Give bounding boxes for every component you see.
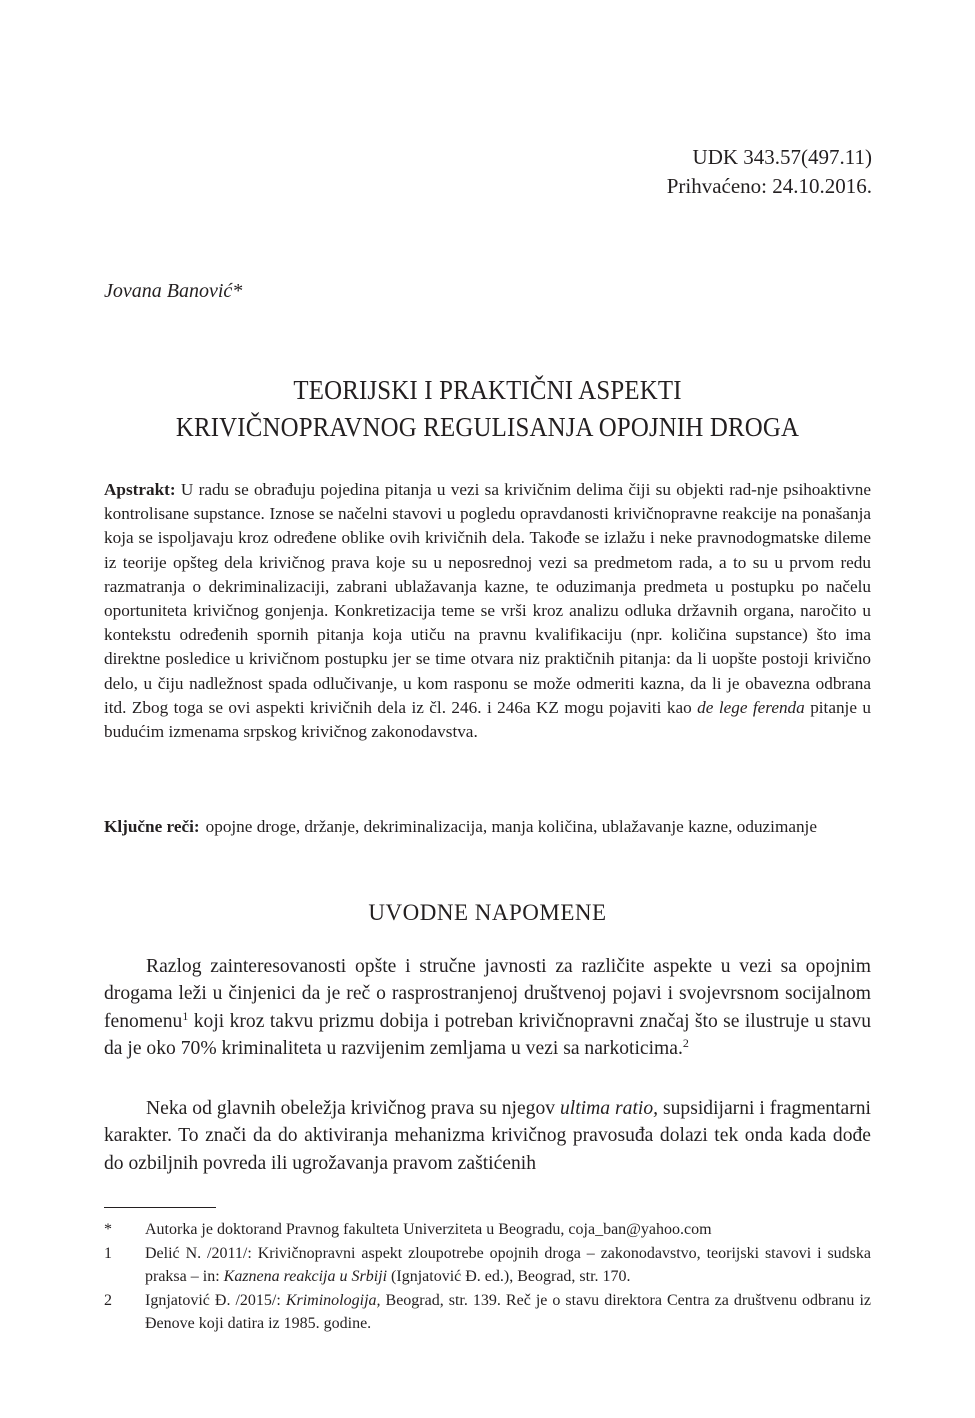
author-footnote-mark: * [232, 280, 243, 302]
paragraph-text: Neka od glavnih obeležja krivičnog prava su njegov [146, 1098, 560, 1119]
footnote-text [145, 1242, 871, 1289]
paragraph-text: koji kroz takvu prizmu dobija i potreban krivičnopravni značaj što se ilustruje u stavu da je oko 70% kriminaliteta u razvijenim zemljama u vezi sa narkoticima. [104, 1010, 871, 1059]
title-line-1: TEORIJSKI I PRAKTIČNI ASPEKTI [293, 375, 682, 405]
footnote-text: Autorka je doktorand Pravnog fakulteta Univerziteta u Beogradu, coja_ban@yahoo.com [145, 1221, 712, 1238]
title-line-2: KRIVIČNOPRAVNOG REGULISANJA OPOJNIH DROGA [175, 412, 800, 442]
body-paragraph-1 [104, 953, 871, 1062]
keywords [104, 815, 871, 839]
footnote-text-part: Beograd, str. 139. Reč je o stavu direktora Centra za društvenu odbranu iz Đenove koji datira iz 1985. godine. [145, 1291, 871, 1332]
footnote-italic-title: Kaznena reakcija u Srbiji [223, 1268, 388, 1285]
abstract-text-1: U radu se obrađuju pojedina pitanja u vezi sa krivičnim delima čiji su objekti rad-nje psihoaktivne kontrolisane supstance. Iznose se načelni stavovi u pogledu opravdanosti krivičnopravne reakcije na ponašanja koja se ispoljavaju kroz određene oblike ovih krivičnih dela. Takođe se izlažu i neke pravnodogmatske dileme iz teorije opšteg dela krivičnog prava koje su u neposrednoj vezi sa predmetom rada, a to su u prvom redu razmatranja o dekriminalizaciji, zabrani ublažavanja kazne, te oduzimanja predmeta u postupku po načelu oportuniteta krivičnog gonjenja. Konkretizacija teme se vrši kroz analizu odluka državnih organa, naročito u kontekstu određenih spornih pitanja koja utiču na pravnu kvalifikaciju (npr. količina supstance) što ima direktne posledice u krivičnom postupku jer se time otvara niz praktičnih pitanja: da li uopšte postoji krivično delo, u čiju nadležnost spada odlučivanje, u kom rasponu se može odmeriti kazna, da li je obavezna odbrana itd. Zbog toga se ovi aspekti krivičnih dela iz čl. 246. i 246a KZ mogu pojaviti kao [104, 480, 871, 717]
footnotes [104, 1218, 871, 1336]
paper-title [135, 372, 841, 446]
udk-code: UDK 343.57(497.11) [692, 145, 872, 169]
abstract-label: Apstrakt: [104, 480, 176, 499]
footnote-1 [104, 1242, 871, 1289]
footnote-text-part: Delić N. /2011/: Krivičnopravni aspekt zloupotrebe opojnih droga – zakonodavstvo, teorijski stavovi i sudska praksa – in: [145, 1244, 871, 1285]
footnote-ref-2[interactable]: 2 [682, 1035, 689, 1050]
abstract-text-2: pitanje u budućim izmenama srpskog krivičnog zakonodavstva. [104, 697, 871, 742]
keywords-text: opojne droge, držanje, dekriminalizacija, manja količina, ublažavanje kazne, oduzimanje [205, 817, 817, 836]
footnote-2 [104, 1289, 871, 1336]
footnote-author [104, 1218, 871, 1242]
author-line [104, 280, 242, 303]
author-name: Jovana Banović [104, 280, 233, 302]
footnote-mark: 2 [104, 1291, 112, 1309]
italic-phrase: ultima ratio, [560, 1098, 659, 1119]
section-heading: UVODNE NAPOMENE [368, 900, 607, 925]
paragraph-text: Razlog zainteresovanosti opšte i stručne javnosti za različite aspekte u vezi sa opojnim drogama leži u činjenici da je reč o rasprostranjenoj društvenoj pojavi i svojevrsnom socijalnom fenomenu [104, 956, 871, 1032]
accepted-date: Prihvaćeno: 24.10.2016. [666, 174, 872, 198]
footnote-text-part: Ignjatović Đ. /2015/: [145, 1291, 286, 1309]
footnote-text [145, 1289, 871, 1336]
body-paragraph-2 [104, 1095, 871, 1177]
abstract [104, 478, 871, 744]
keywords-label: Ključne reči: [104, 817, 200, 836]
footnote-mark: 1 [104, 1244, 112, 1262]
paragraph-text: supsidijarni i fragmentarni karakter. To znači da do aktiviranja mehanizma krivičnog pravosuđa dolazi tek onda kada dođe do ozbiljnih povreda ili ugrožavanja pravom zaštićenih [104, 1098, 871, 1174]
document-metadata [667, 143, 872, 201]
footnote-divider [104, 1207, 216, 1208]
footnote-text-part: (Ignjatović Đ. ed.), Beograd, str. 170. [387, 1268, 631, 1285]
footnote-mark: * [104, 1221, 112, 1238]
footnote-ref-1[interactable]: 1 [182, 1008, 189, 1023]
abstract-italic-phrase: de lege ferenda [697, 697, 805, 717]
footnote-italic-title: Kriminologija, [285, 1291, 381, 1309]
